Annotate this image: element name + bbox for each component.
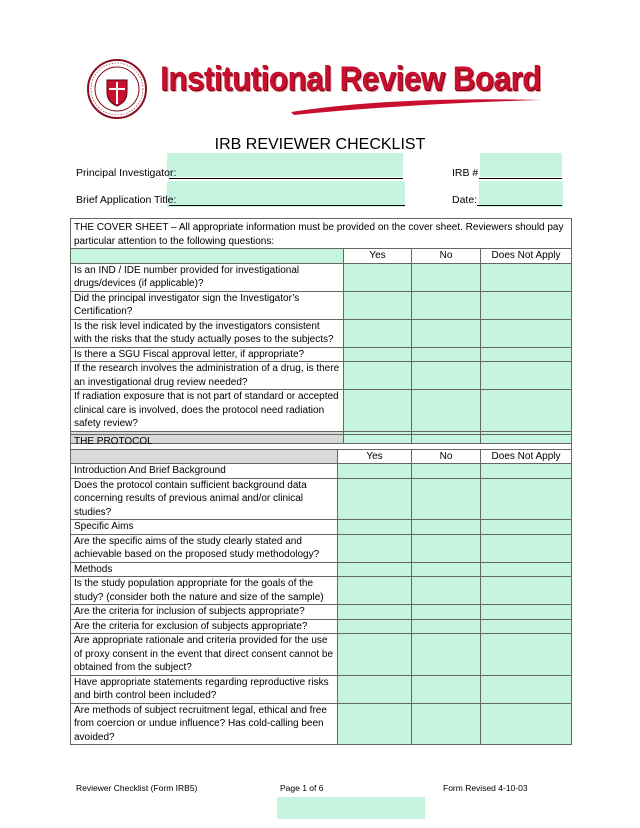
table-row (71, 619, 572, 634)
answer-yes-cell[interactable] (338, 675, 412, 703)
irb-number-field-fill[interactable] (480, 153, 562, 177)
table-row (71, 478, 572, 520)
answer-no-cell[interactable] (412, 362, 481, 390)
answer-na-cell[interactable] (481, 319, 572, 347)
cover-sheet-table (70, 218, 572, 444)
question-text: Is there a SGU Fiscal approval letter, if appropriate? (71, 347, 344, 362)
answer-yes-cell[interactable] (344, 319, 412, 347)
question-text: Are methods of subject recruitment legal, ethical and free from coercion or undue influence? Has cold-calling been avoided? (71, 703, 338, 745)
answer-no-cell[interactable] (412, 390, 481, 432)
table-row (71, 534, 572, 562)
protocol-column-header (71, 449, 572, 464)
answer-na-cell[interactable] (481, 291, 572, 319)
answer-no-cell[interactable] (412, 534, 481, 562)
protocol-heading: THE PROTOCOL (71, 435, 572, 450)
date-field-fill[interactable] (479, 181, 563, 207)
question-text: Did the principal investigator sign the Investigator’s Certification? (71, 291, 344, 319)
date-underline (477, 205, 562, 206)
col-na: Does Not Apply (481, 449, 572, 464)
table-row (71, 675, 572, 703)
protocol-table (70, 434, 572, 745)
answer-na-cell[interactable] (481, 634, 572, 676)
protocol-heading-row (71, 435, 572, 450)
answer-yes-cell[interactable] (344, 347, 412, 362)
table-row (71, 390, 572, 432)
university-seal-icon (86, 58, 148, 120)
pi-underline (169, 178, 403, 179)
answer-yes-cell[interactable] (338, 634, 412, 676)
answer-no-cell[interactable] (412, 478, 481, 520)
answer-no-cell[interactable] (412, 634, 481, 676)
footer-form-name: Reviewer Checklist (Form IRB5) (76, 783, 198, 793)
section-row (71, 464, 572, 479)
answer-yes-cell[interactable] (338, 478, 412, 520)
question-text: Is the study population appropriate for the goals of the study? (consider both the nature and size of the sample) (71, 577, 338, 605)
irb-underline (479, 178, 562, 179)
answer-na-cell[interactable] (481, 675, 572, 703)
answer-no-cell[interactable] (412, 605, 481, 620)
answer-yes-cell[interactable] (344, 390, 412, 432)
footer-revision: Form Revised 4-10-03 (443, 783, 528, 793)
irb-label: IRB # (452, 167, 479, 179)
title-field-fill[interactable] (167, 181, 405, 207)
table-row (71, 263, 572, 291)
table-row (71, 634, 572, 676)
answer-na-cell[interactable] (481, 534, 572, 562)
footer-fill-field[interactable] (277, 797, 425, 819)
section-row (71, 562, 572, 577)
title-label: Brief Application Title: (76, 194, 177, 206)
banner-swoosh-icon (286, 94, 546, 116)
answer-yes-cell[interactable] (344, 362, 412, 390)
section-row (71, 520, 572, 535)
table-row (71, 291, 572, 319)
question-text: Are appropriate rationale and criteria provided for the use of proxy consent in the event that direct consent cannot be obtained from the subject? (71, 634, 338, 676)
answer-yes-cell[interactable] (344, 263, 412, 291)
question-text: Does the protocol contain sufficient background data concerning results of previous animal and/or clinical studies? (71, 478, 338, 520)
col-yes: Yes (338, 449, 412, 464)
answer-na-cell[interactable] (481, 577, 572, 605)
question-text: Are the specific aims of the study clearly stated and achievable based on the proposed study methodology? (71, 534, 338, 562)
cover-column-header (71, 249, 572, 264)
answer-no-cell[interactable] (412, 619, 481, 634)
answer-yes-cell[interactable] (338, 605, 412, 620)
table-row (71, 703, 572, 745)
question-text: If the research involves the administration of a drug, is there an investigational drug review needed? (71, 362, 344, 390)
answer-no-cell[interactable] (412, 675, 481, 703)
question-text: Have appropriate statements regarding reproductive risks and birth control been included? (71, 675, 338, 703)
answer-na-cell[interactable] (481, 263, 572, 291)
answer-yes-cell[interactable] (338, 619, 412, 634)
header-banner (86, 58, 556, 118)
footer-page-number: Page 1 of 6 (280, 783, 324, 793)
table-row (71, 577, 572, 605)
col-na: Does Not Apply (481, 249, 572, 264)
answer-na-cell[interactable] (481, 390, 572, 432)
cover-intro-row (71, 219, 572, 249)
answer-no-cell[interactable] (412, 319, 481, 347)
answer-na-cell[interactable] (481, 605, 572, 620)
table-row (71, 347, 572, 362)
section-heading-intro: Introduction And Brief Background (71, 464, 338, 479)
section-heading-aims: Specific Aims (71, 520, 338, 535)
col-no: No (412, 249, 481, 264)
answer-yes-cell[interactable] (338, 534, 412, 562)
question-text: Is the risk level indicated by the investigators consistent with the risks that the study actually poses to the subjects? (71, 319, 344, 347)
answer-no-cell[interactable] (412, 347, 481, 362)
pi-label: Principal Investigator: (76, 167, 177, 179)
pi-field-fill[interactable] (167, 153, 403, 177)
banner-title: Institutional Review Board (160, 60, 541, 98)
answer-no-cell[interactable] (412, 263, 481, 291)
question-text: If radiation exposure that is not part of standard or accepted clinical care is involved, does the protocol need radiation safety review? (71, 390, 344, 432)
table-row (71, 362, 572, 390)
date-label: Date: (452, 194, 478, 206)
answer-yes-cell[interactable] (344, 291, 412, 319)
question-text: Are the criteria for exclusion of subjects appropriate? (71, 619, 338, 634)
question-text: Is an IND / IDE number provided for investigational drugs/devices (if applicable)? (71, 263, 344, 291)
answer-yes-cell[interactable] (338, 703, 412, 745)
question-text: Are the criteria for inclusion of subjects appropriate? (71, 605, 338, 620)
answer-no-cell[interactable] (412, 577, 481, 605)
answer-no-cell[interactable] (412, 703, 481, 745)
cover-intro-text: THE COVER SHEET – All appropriate information must be provided on the cover sheet. Reviewers should pay particular attention to the following questions: (71, 219, 572, 249)
answer-yes-cell[interactable] (338, 577, 412, 605)
section-heading-methods: Methods (71, 562, 338, 577)
answer-na-cell[interactable] (481, 703, 572, 745)
answer-no-cell[interactable] (412, 291, 481, 319)
answer-na-cell[interactable] (481, 478, 572, 520)
answer-na-cell[interactable] (481, 362, 572, 390)
answer-na-cell[interactable] (481, 347, 572, 362)
col-no: No (412, 449, 481, 464)
table-row (71, 605, 572, 620)
page-title: IRB REVIEWER CHECKLIST (214, 136, 426, 153)
answer-na-cell[interactable] (481, 619, 572, 634)
title-underline (169, 205, 405, 206)
col-yes: Yes (344, 249, 412, 264)
table-row (71, 319, 572, 347)
